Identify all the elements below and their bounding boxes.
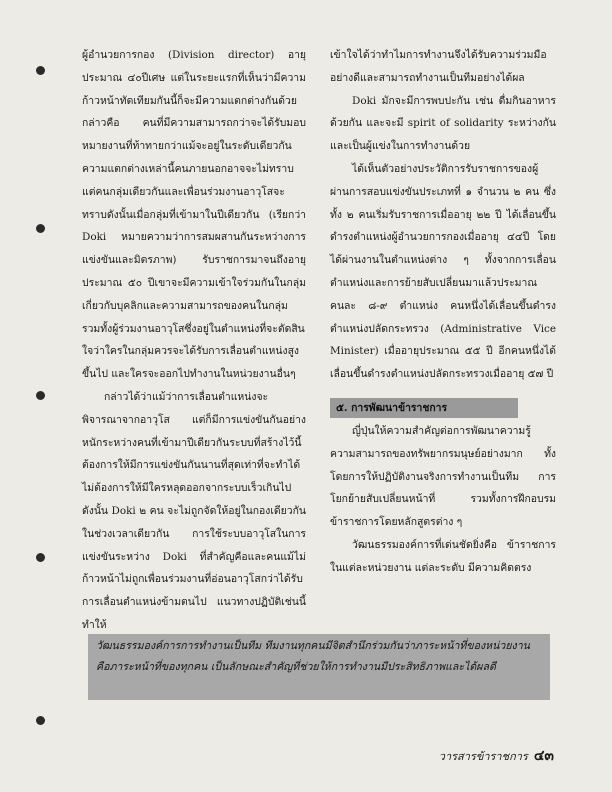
right-column bbox=[330, 44, 556, 580]
binder-hole-3 bbox=[36, 391, 45, 400]
right-paragraph-4: ญี่ปุ่นให้ความสำคัญต่อการพัฒนาความรู้ความสามารถของทรัพยากรมนุษย์อย่างมาก ทั้งโดยการให้ปฏิบัติงานจริงการทำงานเป็นทีม การโยกย้ายสับเปลี่ยนหน้าที่ รวมทั้งการฝึกอบรมข้าราชการโดยหลักสูตรต่าง ๆ bbox=[330, 424, 556, 529]
binder-hole-4 bbox=[36, 553, 45, 562]
right-paragraph-3: ได้เห็นตัวอย่างประวัติการรับราชการของผู้ผ่านการสอบแข่งขันประเภทที่ ๑ จำนวน ๒ คน ซึ่งทั้ง ๒ คนเริ่มรับราชการเมื่ออายุ ๒๒ ปี ได้เลื่อนขึ้นดำรงตำแหน่งผู้อำนวยการกองเมื่ออายุ ๔๔ปี โดยได้ผ่านงานในตำแหน่งต่าง ๆ ทั้งจากการเลื่อนตำแหน่งและการย้ายสับเปลี่ยนมาแล้วประมาณ คนละ ๘-๙ ตำแหน่ง คนหนึ่งได้เลื่อนขึ้นดำรงตำแหน่งปลัดกระทรวง (Administrative Vice Minister) เมื่ออายุประมาณ ๕๕ ปี อีกคนหนึ่งได้เลื่อนขึ้นดำรงตำแหน่งปลัดกระทรวงเมื่ออายุ ๕๗ ปี bbox=[330, 162, 556, 381]
highlight-quote-box bbox=[88, 634, 550, 700]
section-heading: ๕. การพัฒนาข้าราชการ bbox=[330, 398, 518, 418]
right-paragraph-5: วัฒนธรรมองค์การที่เด่นชัดยิ่งคือ ข้าราชการในแต่ละหน่วยงาน แต่ละระดับ มีความคิดตรง bbox=[330, 538, 556, 574]
right-paragraph-1: เข้าใจได้ว่าทำไมการทำงานจึงได้รับความร่วมมืออย่างดีและสามารถทำงานเป็นทีมอย่างได้ผล bbox=[330, 49, 547, 84]
left-paragraph-1: ผู้อำนวยการกอง (Division director) อายุประมาณ ๔๐ปีเศษ แต่ในระยะแรกที่เห็นว่ามีความก้าวหน้าทัดเทียมกันนี้ก็จะมีความแตกต่างกันด้วย กล่าวคือ คนที่มีความสามารถกว่าจะได้รับมอบหมายงานที่ท้าทายกว่าแม้จะอยู่ในระดับเดียวกันความแตกต่างเหล่านี้คนภายนอกอาจจะไม่ทราบแต่คนกลุ่มเดียวกันและเพื่อนร่วมงานอาวุโสจะทราบดังนั้นเมื่อกลุ่มที่เข้ามาในปีเดียวกัน (เรียกว่า Doki หมายความว่าการสมผสานกันระหว่างการแข่งขันและมิตรภาพ) รับราชการมาจนถึงอายุประมาณ ๕๐ ปีเขาจะมีความเข้าใจร่วมกันในกลุ่มเกี่ยวกับบุคลิกและความสามารถของคนในกลุ่ม รวมทั้งผู้ร่วมงานอาวุโสซึ่งอยู่ในตำแหน่งที่จะตัดสินใจว่าใครในกลุ่มควรจะได้รับการเลื่อนตำแหน่งสูงขึ้นไป และใครจะออกไปทำงานในหน่วยงานอื่นๆ bbox=[82, 49, 306, 381]
left-column bbox=[82, 44, 306, 637]
binder-hole-1 bbox=[36, 66, 45, 75]
journal-name: วารสารข้าราชการ bbox=[438, 750, 528, 763]
page-footer bbox=[439, 745, 554, 767]
binder-hole-2 bbox=[36, 224, 45, 233]
left-paragraph-2: กล่าวได้ว่าแม้ว่าการเลื่อนตำแหน่งจะพิจารณาจากอาวุโส แต่ก็มีการแข่งขันกันอย่างหนักระหว่างคนที่เข้ามาปีเดียวกันระบบที่สร้างไว้นี้ต้องการให้มีการแข่งขันกันนานที่สุดเท่าที่จะทำได้ไม่ต้องการให้มีใครหลุดออกจากระบบเร็วเกินไป ดังนั้น Doki ๒ คน จะไม่ถูกจัดให้อยู่ในกองเดียวกันในช่วงเวลาเดียวกัน การใช้ระบบอาวุโสในการแข่งขันระหว่าง Doki ที่สำคัญคือและคนแม้ไม่ก้าวหน้าไม่ถูกเพื่อนร่วมงานที่อ่อนอาวุโสกว่าได้รับการเลื่อนตำแหน่งข้ามตนไป แนวทางปฏิบัติเช่นนี้ทำให้ bbox=[82, 390, 306, 631]
binder-hole-5 bbox=[36, 716, 45, 725]
right-paragraph-2: Doki มักจะมีการพบปะกัน เช่น ดื่มกินอาหารด้วยกัน และจะมี spirit of solidarity ระหว่างกันและเป็นผู้แข่งในการทำงานด้วย bbox=[330, 94, 556, 153]
page-number: ๔๓ bbox=[533, 748, 554, 764]
highlight-quote-text: วัฒนธรรมองค์การการทำงานเป็นทีม ทีมงานทุกคนมีจิตสำนึกร่วมกันว่าภาระหน้าที่ของหน่วยงานคือภาระหน้าที่ของทุกคน เป็นลักษณะสำคัญที่ช่วยให้การทำงานมีประสิทธิภาพและได้ผลดี bbox=[96, 640, 530, 673]
